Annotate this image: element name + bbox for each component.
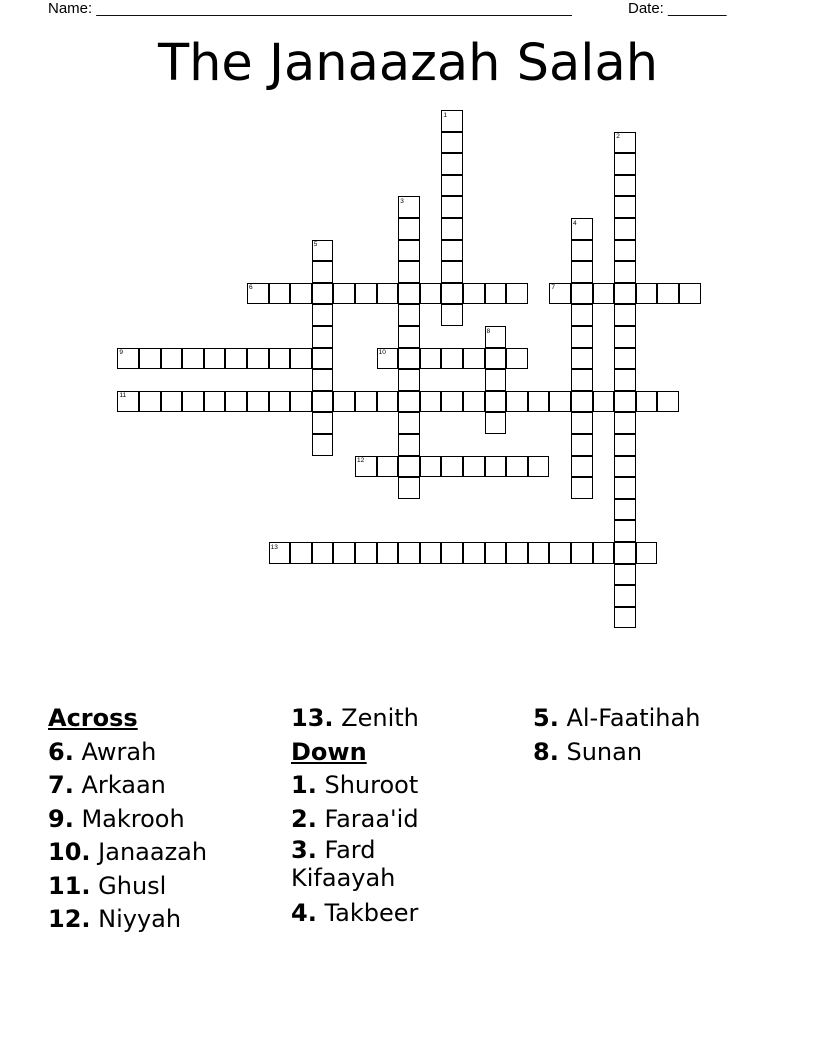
grid-cell[interactable] — [571, 240, 593, 262]
grid-cell[interactable] — [441, 261, 463, 283]
grid-cell[interactable] — [506, 456, 528, 478]
name-field-label: Name: _________________________________________________________ — [48, 0, 572, 17]
grid-cell[interactable] — [614, 434, 636, 456]
grid-cell[interactable] — [571, 261, 593, 283]
grid-cell[interactable] — [312, 326, 334, 348]
grid-cell[interactable] — [290, 348, 312, 370]
clue-number-label: 3 — [400, 197, 404, 205]
grid-cell[interactable] — [377, 456, 399, 478]
grid-cell[interactable] — [614, 175, 636, 197]
grid-cell[interactable] — [182, 348, 204, 370]
clue-across-11: 11. Ghusl — [48, 871, 167, 900]
clue-number-label: 4 — [573, 219, 577, 227]
clue-down-1: 1. Shuroot — [291, 771, 419, 799]
clue-down-8: 8. Sunan — [533, 737, 643, 766]
grid-cell[interactable] — [593, 391, 615, 413]
grid-cell[interactable] — [614, 196, 636, 218]
clues-column-2 — [291, 702, 471, 931]
grid-cell[interactable] — [398, 369, 420, 391]
grid-cell[interactable] — [571, 326, 593, 348]
grid-cell[interactable] — [398, 304, 420, 326]
grid-cell[interactable] — [441, 175, 463, 197]
grid-cell[interactable] — [614, 585, 636, 607]
clue-number-label: 11 — [119, 392, 127, 400]
grid-cell[interactable] — [441, 304, 463, 326]
date-field-label: Date: _______ — [628, 0, 727, 17]
clue-across-12: 12. Niyyah — [48, 905, 182, 933]
grid-cell[interactable] — [290, 283, 312, 305]
grid-cell[interactable] — [377, 542, 399, 564]
grid-cell[interactable] — [614, 542, 636, 564]
grid-cell[interactable] — [290, 542, 312, 564]
grid-cell[interactable] — [636, 283, 658, 305]
grid-cell[interactable] — [312, 369, 334, 391]
clue-number-label: 7 — [551, 284, 556, 292]
grid-cell[interactable] — [377, 283, 399, 305]
grid-cell[interactable] — [506, 542, 528, 564]
grid-cell[interactable] — [657, 283, 679, 305]
grid-cell[interactable] — [636, 391, 658, 413]
grid-cell[interactable] — [614, 369, 636, 391]
grid-cell[interactable] — [485, 369, 507, 391]
clue-across-6: 6. Awrah — [48, 737, 157, 766]
grid-cell[interactable] — [463, 456, 485, 478]
grid-cell[interactable] — [485, 391, 507, 413]
grid-cell[interactable] — [420, 283, 442, 305]
grid-cell[interactable] — [312, 434, 334, 456]
grid-cell[interactable] — [204, 391, 226, 413]
grid-cell[interactable] — [441, 153, 463, 175]
grid-cell[interactable] — [571, 304, 593, 326]
grid-cell[interactable] — [333, 542, 355, 564]
grid-cell[interactable] — [269, 283, 291, 305]
clue-down-3: 3. Fard Kifaayah — [291, 836, 396, 892]
grid-cell[interactable] — [614, 240, 636, 262]
grid-cell[interactable] — [571, 456, 593, 478]
grid-cell[interactable] — [312, 283, 334, 305]
clue-number-label: 9 — [119, 349, 124, 357]
grid-cell[interactable] — [441, 196, 463, 218]
grid-cell[interactable] — [506, 391, 528, 413]
grid-cell[interactable] — [420, 391, 442, 413]
grid-cell[interactable] — [506, 283, 528, 305]
clue-number-label: 10 — [378, 349, 386, 357]
grid-cell[interactable] — [441, 283, 463, 305]
grid-cell[interactable] — [614, 391, 636, 413]
grid-cell[interactable] — [398, 261, 420, 283]
grid-cell[interactable] — [312, 391, 334, 413]
grid-cell[interactable] — [636, 542, 658, 564]
clue-number-label: 8 — [486, 327, 491, 335]
grid-cell[interactable] — [571, 283, 593, 305]
clue-number-label: 1 — [443, 111, 448, 119]
clue-across-9: 9. Makrooh — [48, 804, 185, 833]
grid-cell[interactable] — [161, 348, 183, 370]
clue-number-label: 6 — [249, 284, 253, 292]
grid-cell[interactable] — [614, 304, 636, 326]
grid-cell[interactable] — [571, 412, 593, 434]
grid-cell[interactable] — [614, 477, 636, 499]
grid-cell[interactable] — [420, 542, 442, 564]
grid-cell[interactable] — [204, 348, 226, 370]
grid-cell[interactable] — [463, 391, 485, 413]
grid-cell[interactable] — [269, 348, 291, 370]
grid-cell[interactable] — [614, 218, 636, 240]
grid-cell[interactable] — [441, 132, 463, 154]
grid-cell[interactable] — [485, 456, 507, 478]
page-title: The Janaazah Salah — [157, 34, 659, 93]
grid-cell[interactable] — [333, 283, 355, 305]
grid-cell[interactable] — [485, 412, 507, 434]
grid-cell[interactable] — [398, 391, 420, 413]
grid-cell[interactable] — [441, 391, 463, 413]
grid-cell[interactable] — [441, 240, 463, 262]
clue-across-13: 13. Zenith — [291, 704, 419, 732]
clue-down-5: 5. Al-Faatihah — [533, 704, 701, 732]
grid-cell[interactable] — [657, 391, 679, 413]
grid-cell[interactable] — [398, 326, 420, 348]
grid-cell[interactable] — [485, 348, 507, 370]
clue-number-label: 12 — [357, 457, 365, 465]
grid-cell[interactable] — [333, 391, 355, 413]
clues-column-3 — [533, 702, 763, 769]
grid-cell[interactable] — [485, 283, 507, 305]
grid-cell[interactable] — [139, 391, 161, 413]
grid-cell[interactable] — [225, 348, 247, 370]
grid-cell[interactable] — [528, 456, 550, 478]
grid-cell[interactable] — [593, 283, 615, 305]
clue-down-2: 2. Faraa'id — [291, 804, 419, 833]
grid-cell[interactable] — [139, 348, 161, 370]
grid-cell[interactable] — [182, 391, 204, 413]
grid-cell[interactable] — [398, 283, 420, 305]
grid-cell[interactable] — [355, 391, 377, 413]
grid-cell[interactable] — [614, 607, 636, 629]
grid-cell[interactable] — [614, 412, 636, 434]
grid-cell[interactable] — [463, 348, 485, 370]
grid-cell[interactable] — [614, 261, 636, 283]
grid-cell[interactable] — [398, 412, 420, 434]
grid-cell[interactable] — [614, 283, 636, 305]
down-heading: Down — [291, 737, 367, 766]
grid-cell[interactable] — [398, 348, 420, 370]
grid-cell[interactable] — [398, 542, 420, 564]
grid-cell[interactable] — [463, 283, 485, 305]
grid-cell[interactable] — [420, 348, 442, 370]
clue-number-label: 5 — [313, 241, 318, 249]
grid-cell[interactable] — [528, 391, 550, 413]
grid-cell[interactable] — [571, 348, 593, 370]
grid-cell[interactable] — [312, 542, 334, 564]
grid-cell[interactable] — [463, 542, 485, 564]
grid-cell[interactable] — [269, 391, 291, 413]
grid-cell[interactable] — [398, 477, 420, 499]
grid-cell[interactable] — [312, 304, 334, 326]
grid-cell[interactable] — [506, 348, 528, 370]
grid-cell[interactable] — [571, 369, 593, 391]
grid-cell[interactable] — [571, 391, 593, 413]
grid-cell[interactable] — [614, 499, 636, 521]
grid-cell[interactable] — [441, 348, 463, 370]
across-heading: Across — [48, 704, 138, 732]
grid-cell[interactable] — [571, 542, 593, 564]
grid-cell[interactable] — [614, 348, 636, 370]
grid-cell[interactable] — [225, 391, 247, 413]
clue-number-label: 2 — [616, 133, 620, 141]
grid-cell[interactable] — [528, 542, 550, 564]
clue-across-7: 7. Arkaan — [48, 771, 166, 799]
grid-cell[interactable] — [312, 412, 334, 434]
clue-across-10: 10. Janaazah — [48, 838, 208, 866]
grid-cell[interactable] — [161, 391, 183, 413]
clue-number-label: 13 — [270, 543, 278, 551]
grid-cell[interactable] — [398, 456, 420, 478]
grid-cell[interactable] — [312, 261, 334, 283]
grid-cell[interactable] — [420, 456, 442, 478]
clue-down-4: 4. Takbeer — [291, 899, 419, 927]
grid-cell[interactable] — [441, 218, 463, 240]
grid-cell[interactable] — [614, 456, 636, 478]
grid-cell[interactable] — [679, 283, 701, 305]
grid-cell[interactable] — [593, 542, 615, 564]
grid-cell[interactable] — [614, 153, 636, 175]
grid-cell[interactable] — [290, 391, 312, 413]
grid-cell[interactable] — [247, 348, 269, 370]
grid-cell[interactable] — [398, 240, 420, 262]
grid-cell[interactable] — [355, 283, 377, 305]
clues-column-1 — [48, 702, 278, 937]
grid-cell[interactable] — [312, 348, 334, 370]
grid-cell[interactable] — [571, 434, 593, 456]
grid-cell[interactable] — [398, 434, 420, 456]
grid-cell[interactable] — [549, 542, 571, 564]
grid-cell[interactable] — [441, 542, 463, 564]
grid-cell[interactable] — [247, 391, 269, 413]
grid-cell[interactable] — [549, 391, 571, 413]
grid-cell[interactable] — [614, 520, 636, 542]
grid-cell[interactable] — [355, 542, 377, 564]
grid-cell[interactable] — [377, 391, 399, 413]
grid-cell[interactable] — [485, 542, 507, 564]
grid-cell[interactable] — [571, 477, 593, 499]
grid-cell[interactable] — [614, 564, 636, 586]
grid-cell[interactable] — [398, 218, 420, 240]
grid-cell[interactable] — [441, 456, 463, 478]
grid-cell[interactable] — [614, 326, 636, 348]
